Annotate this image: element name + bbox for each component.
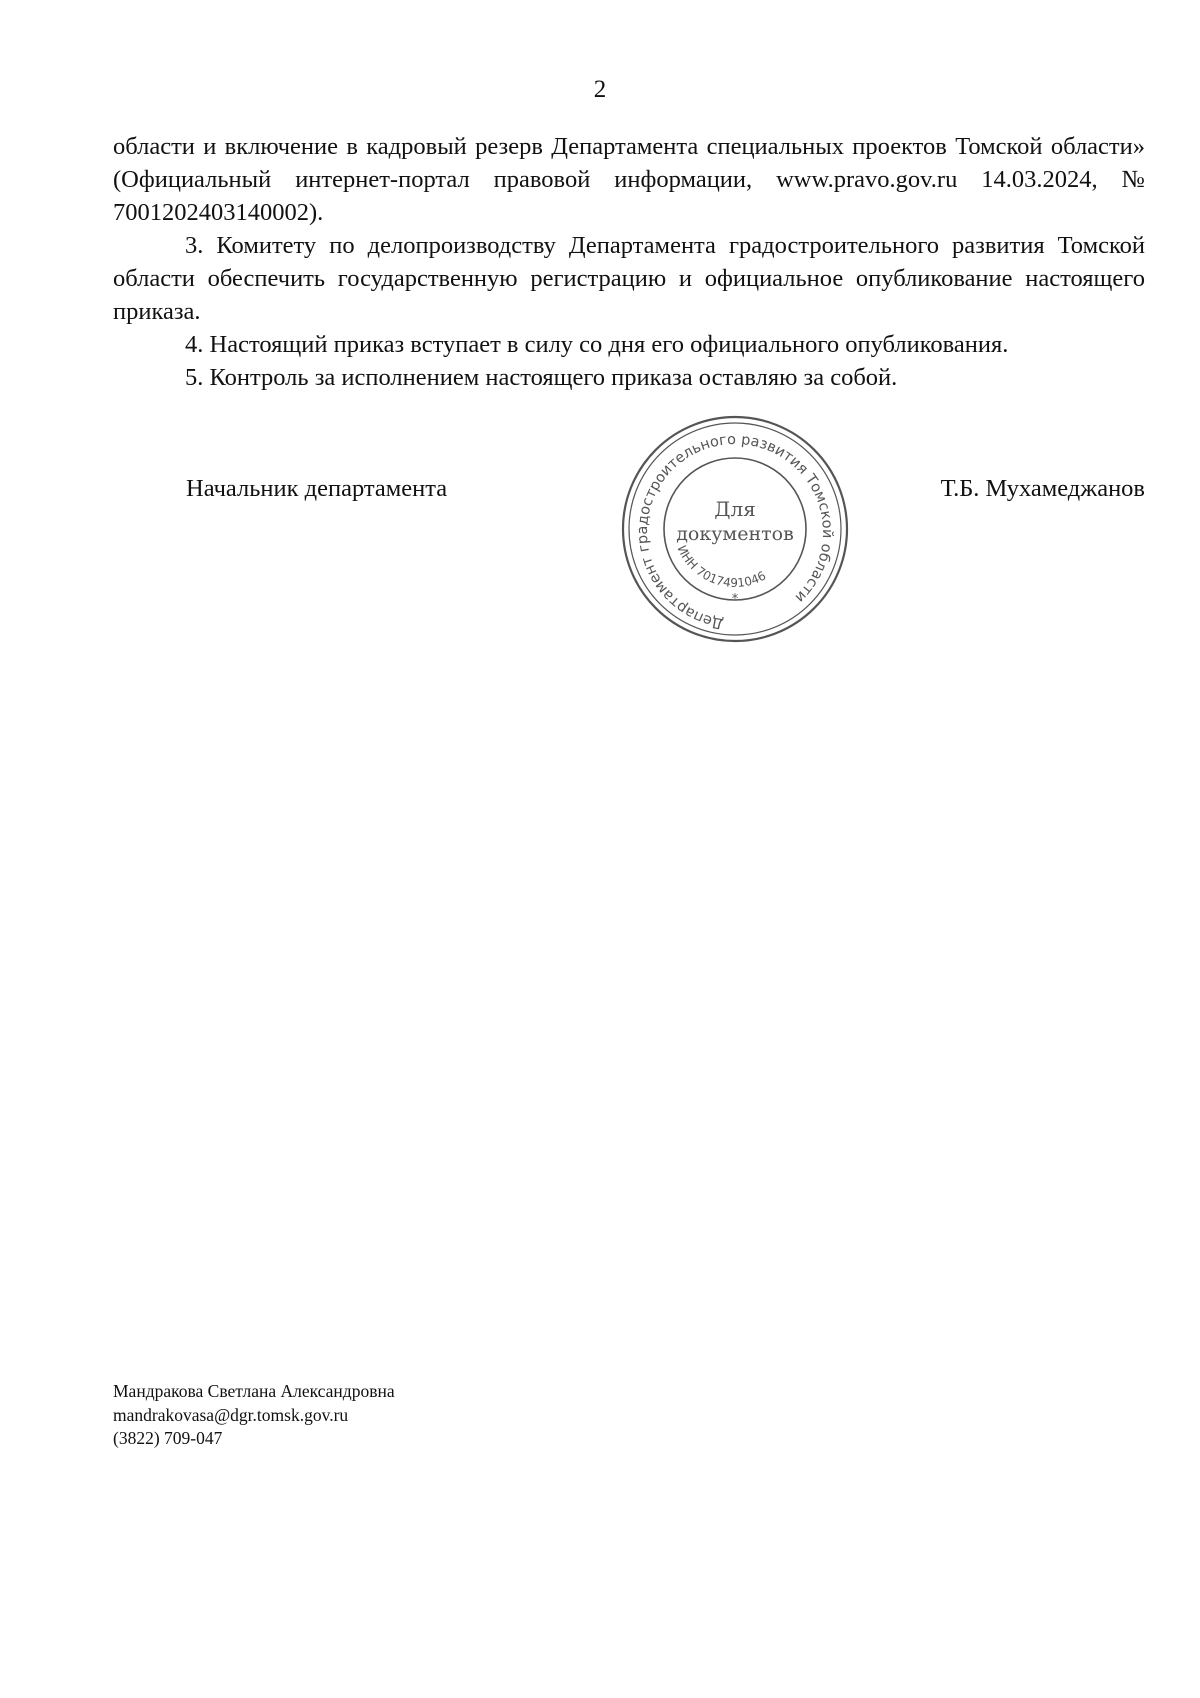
executor-block (113, 1380, 395, 1451)
executor-email: mandrakovasa@dgr.tomsk.gov.ru (113, 1404, 349, 1425)
paragraph-item-4: 4. Настоящий приказ вступает в силу со дня его официального опубликования. (185, 331, 1009, 358)
stamp-inn: ИНН 7017491046 (674, 543, 769, 591)
document-body (113, 130, 1145, 394)
paragraph-continuation: области и включение в кадровый резерв Департамента специальных проектов Томской области» (Официальный интернет-портал правовой информации, www.pravo.gov.ru 14.03.2024, № 7001202403140002). (113, 133, 1145, 226)
paragraph-item-5: 5. Контроль за исполнением настоящего приказа оставляю за собой. (185, 364, 898, 391)
executor-name: Мандракова Светлана Александровна (113, 1381, 395, 1401)
stamp-star-icon: * (731, 592, 739, 607)
executor-phone: (3822) 709-047 (113, 1428, 223, 1448)
page-number: 2 (593, 76, 607, 103)
signatory-name: Т.Б. Мухамеджанов (940, 475, 1145, 502)
paragraph-item-3: 3. Комитету по делопроизводству Департамента градостроительного развития Томской области обеспечить государственную регистрацию и официальное опубликование настоящего приказа. (113, 232, 1145, 325)
stamp-center-line2: документов (676, 523, 794, 545)
stamp-outer-text: Департамент градостроительного развития Томской области (634, 431, 836, 632)
stamp-center-line1: Для (714, 497, 756, 521)
signatory-position: Начальник департамента (186, 475, 448, 502)
official-stamp (615, 413, 855, 645)
